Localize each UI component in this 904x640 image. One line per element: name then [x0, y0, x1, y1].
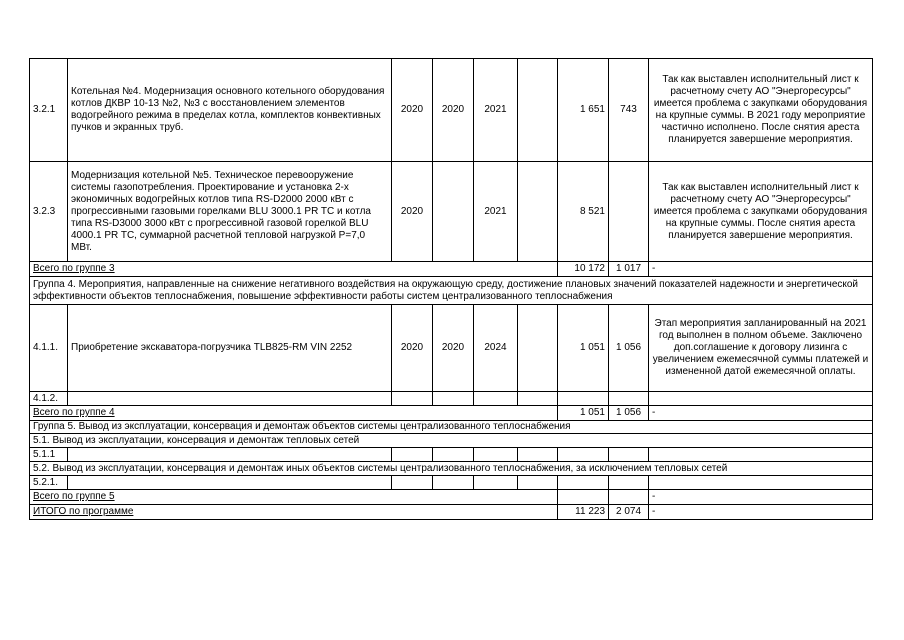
note-cell: -	[649, 406, 873, 421]
year-cell	[518, 59, 558, 162]
value-cell: 1 017	[609, 262, 649, 277]
note-cell: -	[649, 505, 873, 520]
table-row	[30, 162, 873, 262]
subgroup-title: 5.1. Вывод из эксплуатации, консервация и демонтаж тепловых сетей	[30, 434, 873, 448]
note-cell: -	[649, 262, 873, 277]
group-total-row	[30, 406, 873, 421]
total-cell: 8 521	[558, 162, 609, 262]
note-cell: -	[649, 490, 873, 505]
row-number: 3.2.3	[30, 162, 68, 262]
grand-total-label: ИТОГО по программе	[30, 505, 558, 520]
subgroup-title: 5.2. Вывод из эксплуатации, консервация и демонтаж иных объектов системы централизованного теплоснабжения, за исключением тепловых сетей	[30, 462, 873, 476]
year-cell	[518, 305, 558, 392]
note-cell: Так как выставлен исполнительный лист к расчетному счету АО "Энергоресурсы" имеется проблема с закупками оборудования на крупные суммы. После снятия ареста планируется завершение мероприятия.	[649, 162, 873, 262]
measure-description: Котельная №4. Модернизация основного котельного оборудования котлов ДКВР 10-13 №2, №3 с восстановлением элементов водогрейного режима в пределах котла, комплектов конвективных пучков и экранных труб.	[68, 59, 392, 162]
row-number: 4.1.1.	[30, 305, 68, 392]
table-row	[30, 59, 873, 162]
value-cell: 2 074	[609, 505, 649, 520]
program-table	[29, 58, 873, 520]
note-cell: Этап мероприятия запланированный на 2021 год выполнен в полном объеме. Заключено доп.соглашение к договору лизинга с увеличением ежемесячной суммы платежей и измененной датой ежемесячной оплаты.	[649, 305, 873, 392]
total-cell: 10 172	[558, 262, 609, 277]
measure-description: Приобретение экскаватора-погрузчика TLB825-RM VIN 2252	[68, 305, 392, 392]
subgroup-header-row	[30, 462, 873, 476]
row-number: 5.1.1	[30, 448, 68, 462]
total-cell: 1 051	[558, 305, 609, 392]
grand-total-row	[30, 505, 873, 520]
year-cell	[433, 162, 474, 262]
row-number: 3.2.1	[30, 59, 68, 162]
total-cell: 11 223	[558, 505, 609, 520]
year-cell	[518, 162, 558, 262]
year-cell: 2021	[474, 162, 518, 262]
group-title: Группа 4. Мероприятия, направленные на снижение негативного воздействия на окружающую среду, достижение плановых значений показателей надежности и энергетической эффективности объектов теплоснабжения, повышение эффективности работы систем централизованного теплоснабжения	[30, 277, 873, 305]
table-row	[30, 392, 873, 406]
total-cell: 1 051	[558, 406, 609, 421]
value-cell	[609, 162, 649, 262]
group-total-label: Всего по группе 4	[30, 406, 558, 421]
year-cell: 2020	[392, 59, 433, 162]
year-cell: 2021	[474, 59, 518, 162]
row-number: 4.1.2.	[30, 392, 68, 406]
group-total-row	[30, 490, 873, 505]
row-number: 5.2.1.	[30, 476, 68, 490]
table-row	[30, 305, 873, 392]
group-header-row	[30, 421, 873, 434]
group-title: Группа 5. Вывод из эксплуатации, консервация и демонтаж объектов системы централизованного теплоснабжения	[30, 421, 873, 434]
group-total-label: Всего по группе 5	[30, 490, 558, 505]
group-total-label: Всего по группе 3	[30, 262, 558, 277]
measure-description: Модернизация котельной №5. Техническое перевооружение системы газопотребления. Проектирование и установка 2-х экономичных водогрейных котлов типа RS-D2000 2000 кВт с прогрессивными газовыми горелками BLU 3000.1 PR TC и котла типа RS-D3000 3000 кВт с прогрессивной газовой горелкой BLU 4000.1 PR TC, суммарной расчетной тепловой нагрузкой Р=7,0 МВт.	[68, 162, 392, 262]
year-cell: 2020	[392, 305, 433, 392]
value-cell: 1 056	[609, 305, 649, 392]
year-cell: 2020	[433, 59, 474, 162]
note-cell: Так как выставлен исполнительный лист к расчетному счету АО "Энергоресурсы" имеется проблема с закупками оборудования на крупные суммы. В 2021 году мероприятие частично исполнено. После снятия ареста планируется завершение мероприятия.	[649, 59, 873, 162]
table-row	[30, 476, 873, 490]
table-row	[30, 448, 873, 462]
group-total-row	[30, 262, 873, 277]
total-cell: 1 651	[558, 59, 609, 162]
group-header-row	[30, 277, 873, 305]
year-cell: 2024	[474, 305, 518, 392]
value-cell: 1 056	[609, 406, 649, 421]
year-cell: 2020	[433, 305, 474, 392]
year-cell: 2020	[392, 162, 433, 262]
value-cell: 743	[609, 59, 649, 162]
subgroup-header-row	[30, 434, 873, 448]
